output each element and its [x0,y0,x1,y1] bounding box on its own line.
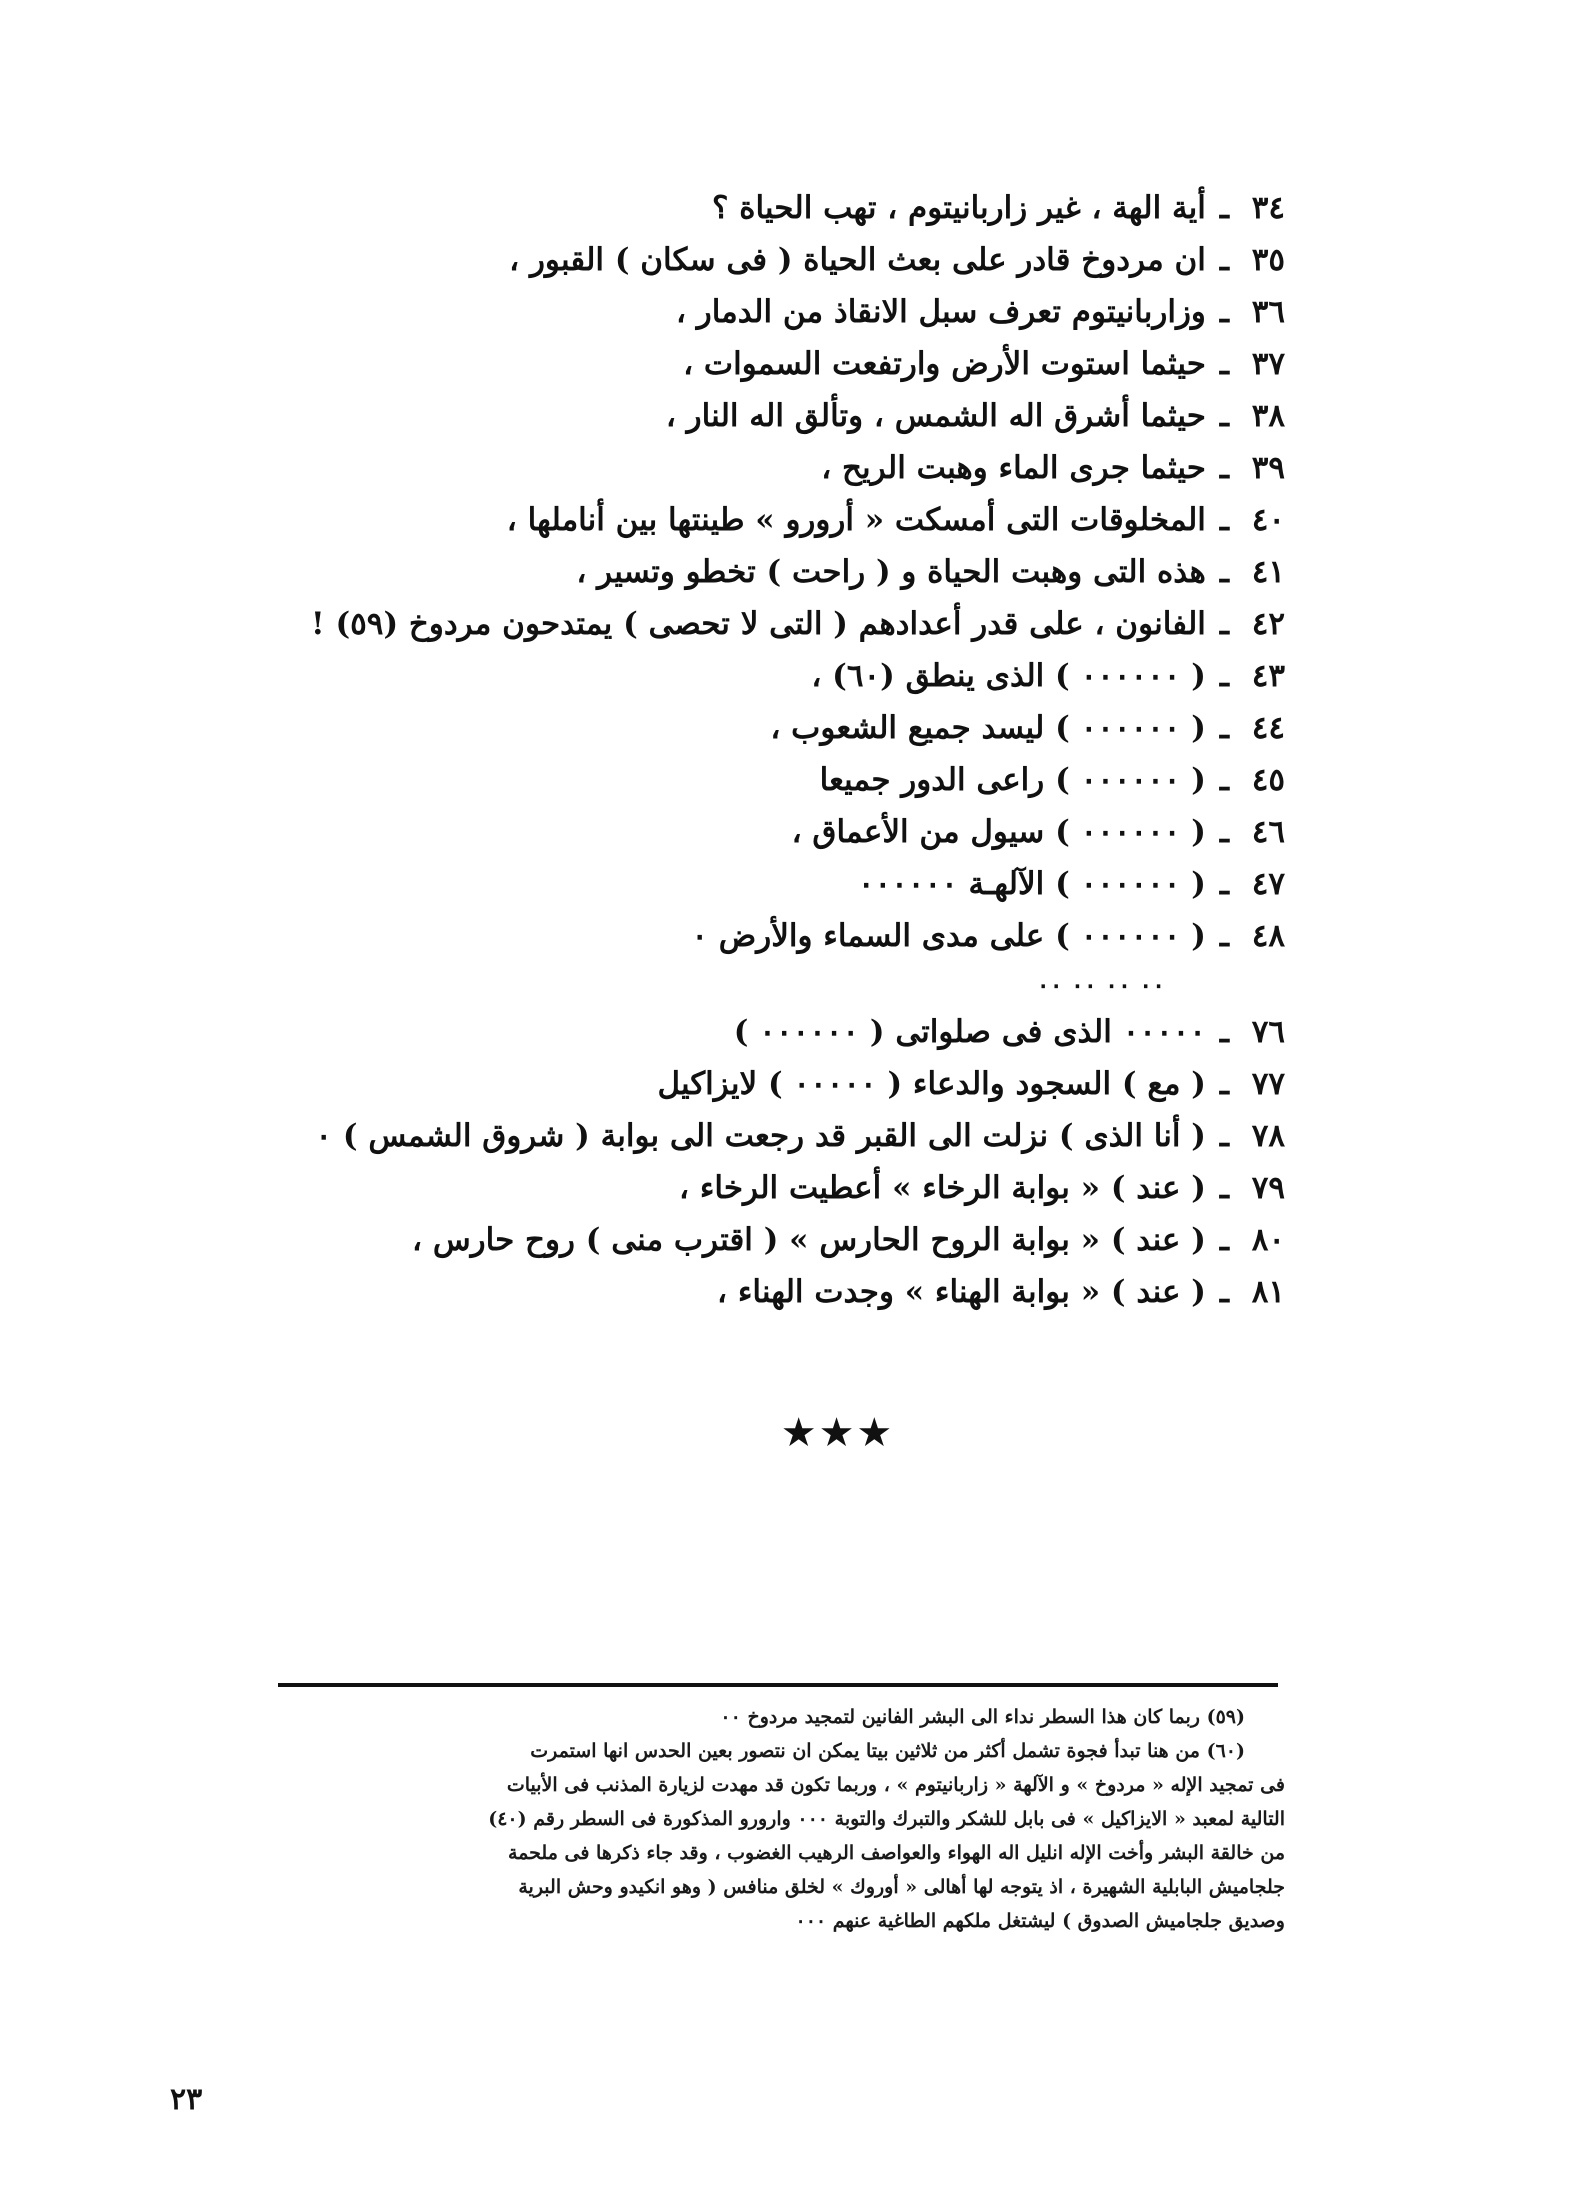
verse-number: ٨١ [1251,1274,1285,1310]
verse-dash: ـ [1219,1066,1229,1102]
verse-number: ٣٧ [1251,346,1285,382]
verse-number: ٤١ [1251,554,1285,590]
verse-number: ٣٩ [1251,450,1285,486]
verse-dash: ـ [1219,242,1229,278]
verse-number: ٤٣ [1251,658,1285,694]
verse-line [305,1014,1285,1066]
verse-text: ( مع ) السجود والدعاء ( ٠٠٠٠٠ ) لايزاكيل [657,1066,1206,1102]
footnote-rule [278,1683,1278,1687]
verse-text: ( ٠٠٠٠٠٠ ) على مدى السماء والأرض ٠ [691,918,1206,954]
verse-dash: ـ [1219,918,1229,954]
footnote-60-line: التالية لمعبد « الايزاكيل » فى بابل للشكر والتبرك والتوبة ٠٠٠ وارورو المذكورة فى السطر رقم (٤٠) [488,1808,1285,1830]
footnote-60-line: من خالقة البشر وأخت الإله انليل اله الهواء والعواصف الرهيب الغضوب ، وقد جاء ذكرها فى ملحمة [508,1842,1285,1864]
verse-line [305,918,1285,970]
verse-number: ٤٦ [1251,814,1285,850]
verse-dash: ـ [1219,190,1229,226]
verse-number: ٨٠ [1251,1222,1285,1258]
footnotes [275,1700,1285,1938]
verse-dash: ـ [1219,1274,1229,1310]
verse-text: حيثما أشرق اله الشمس ، وتألق اله النار ، [665,398,1206,434]
verse-line [305,1222,1285,1274]
verse-text: ( عند ) « بوابة الروح الحارس » ( اقترب منى ) روح حارس ، [412,1222,1206,1258]
verse-text: ( ٠٠٠٠٠٠ ) راعى الدور جميعا [819,762,1206,798]
verse-text: حيثما جرى الماء وهبت الريح ، [821,450,1206,486]
verse-dash: ـ [1219,1222,1229,1258]
verse-dash: ـ [1219,606,1229,642]
footnote-60-line: وصديق جلجاميش الصدوق ) ليشتغل ملكهم الطاغية عنهم ٠٠٠ [795,1910,1285,1932]
verse-line [305,346,1285,398]
verse-text: حيثما استوت الأرض وارتفعت السموات ، [683,346,1206,382]
verse-dash: ـ [1219,1170,1229,1206]
verse-number: ٤٧ [1251,866,1285,902]
footnote-60-line: جلجاميش البابلية الشهيرة ، اذ يتوجه لها أهالى « أوروك » لخلق منافس ( وهو انكيدو وحش البرية [518,1876,1285,1898]
verse-number: ٤٠ [1251,502,1285,538]
verse-number: ٣٤ [1251,190,1285,226]
verse-number: ٤٤ [1251,710,1285,746]
verse-text: ( عند ) « بوابة الهناء » وجدت الهناء ، [717,1274,1206,1310]
verse-number: ٧٨ [1251,1118,1285,1154]
verse-line [305,398,1285,450]
verse-text: ٠٠٠٠٠ الذى فى صلواتى ( ٠٠٠٠٠٠ ) [733,1014,1206,1050]
verse-dash: ـ [1219,1118,1229,1154]
verse-line [305,866,1285,918]
verse-text: ( ٠٠٠٠٠٠ ) الآلهـة ٠٠٠٠٠٠ [857,866,1206,902]
verse-dash: ـ [1219,1014,1229,1050]
verse-text: ( عند ) « بوابة الرخاء » أعطيت الرخاء ، [679,1170,1206,1206]
verse-text: ان مردوخ قادر على بعث الحياة ( فى سكان ) القبور ، [509,242,1206,278]
verse-number: ٤٨ [1251,918,1285,954]
verse-text: الفانون ، على قدر أعدادهم ( التى لا تحصى ) يمتدحون مردوخ (٥٩) ! [311,606,1206,642]
verse-number: ٧٩ [1251,1170,1285,1206]
verse-list [305,190,1285,1326]
verse-dash: ـ [1219,450,1229,486]
footnote-59: (٥٩) ربما كان هذا السطر نداء الى البشر الفانين لتمجيد مردوخ ٠٠ [720,1706,1245,1728]
verse-line [305,606,1285,658]
verse-dash: ـ [1219,346,1229,382]
verse-dash: ـ [1219,398,1229,434]
verse-line [305,658,1285,710]
verse-dash: ـ [1219,502,1229,538]
verse-number: ٣٥ [1251,242,1285,278]
verse-dash: ـ [1219,658,1229,694]
verse-line [305,814,1285,866]
verse-number: ٣٨ [1251,398,1285,434]
verse-dash: ـ [1219,866,1229,902]
verse-text: وزاربانيتوم تعرف سبل الانقاذ من الدمار ، [675,294,1206,330]
verse-dash: ـ [1219,554,1229,590]
omission-marks: ٠٠ ٠٠ ٠٠ ٠٠ [1036,970,1165,999]
verse-line [305,450,1285,502]
verse-text: أية الهة ، غير زاربانيتوم ، تهب الحياة ؟ [711,190,1206,226]
verse-text: ( أنا الذى ) نزلت الى القبر قد رجعت الى بوابة ( شروق الشمس ) ٠ [315,1118,1206,1154]
verse-number: ٧٦ [1251,1014,1285,1050]
verse-line [305,554,1285,606]
verse-line [305,242,1285,294]
verse-line [305,502,1285,554]
verse-line [305,1170,1285,1222]
verse-dash: ـ [1219,710,1229,746]
verse-text: ( ٠٠٠٠٠٠ ) الذى ينطق (٦٠) ، [811,658,1206,694]
section-divider-stars [0,1410,1575,1456]
footnote-60-line: فى تمجيد الإله « مردوخ » و الآلهة « زاربانيتوم » ، وربما تكون قد مهدت لزيارة المذنب فى الأبيات [506,1774,1285,1796]
verse-number: ٤٢ [1251,606,1285,642]
footnote-60-line: (٦٠) من هنا تبدأ فجوة تشمل أكثر من ثلاثين بيتا يمكن ان نتصور بعين الحدس انها استمرت [530,1740,1245,1762]
verse-text: ( ٠٠٠٠٠٠ ) سيول من الأعماق ، [791,814,1206,850]
verse-line [305,762,1285,814]
verse-dash: ـ [1219,294,1229,330]
verse-text: ( ٠٠٠٠٠٠ ) ليسد جميع الشعوب ، [770,710,1206,746]
verse-line [305,1066,1285,1118]
verse-number: ٣٦ [1251,294,1285,330]
verse-number: ٤٥ [1251,762,1285,798]
verse-dash: ـ [1219,762,1229,798]
verse-line [305,1274,1285,1326]
verse-line [305,190,1285,242]
verse-number: ٧٧ [1251,1066,1285,1102]
verse-text: هذه التى وهبت الحياة و ( راحت ) تخطو وتسير ، [576,554,1206,590]
verse-dash: ـ [1219,814,1229,850]
verse-line [305,294,1285,346]
verse-text: المخلوقات التى أمسكت « أرورو » طينتها بين أناملها ، [506,502,1206,538]
star-icons: ★★★ [780,1410,895,1456]
verse-line [305,710,1285,762]
page-number: ٢٣ [170,2082,203,2117]
verse-line [305,1118,1285,1170]
